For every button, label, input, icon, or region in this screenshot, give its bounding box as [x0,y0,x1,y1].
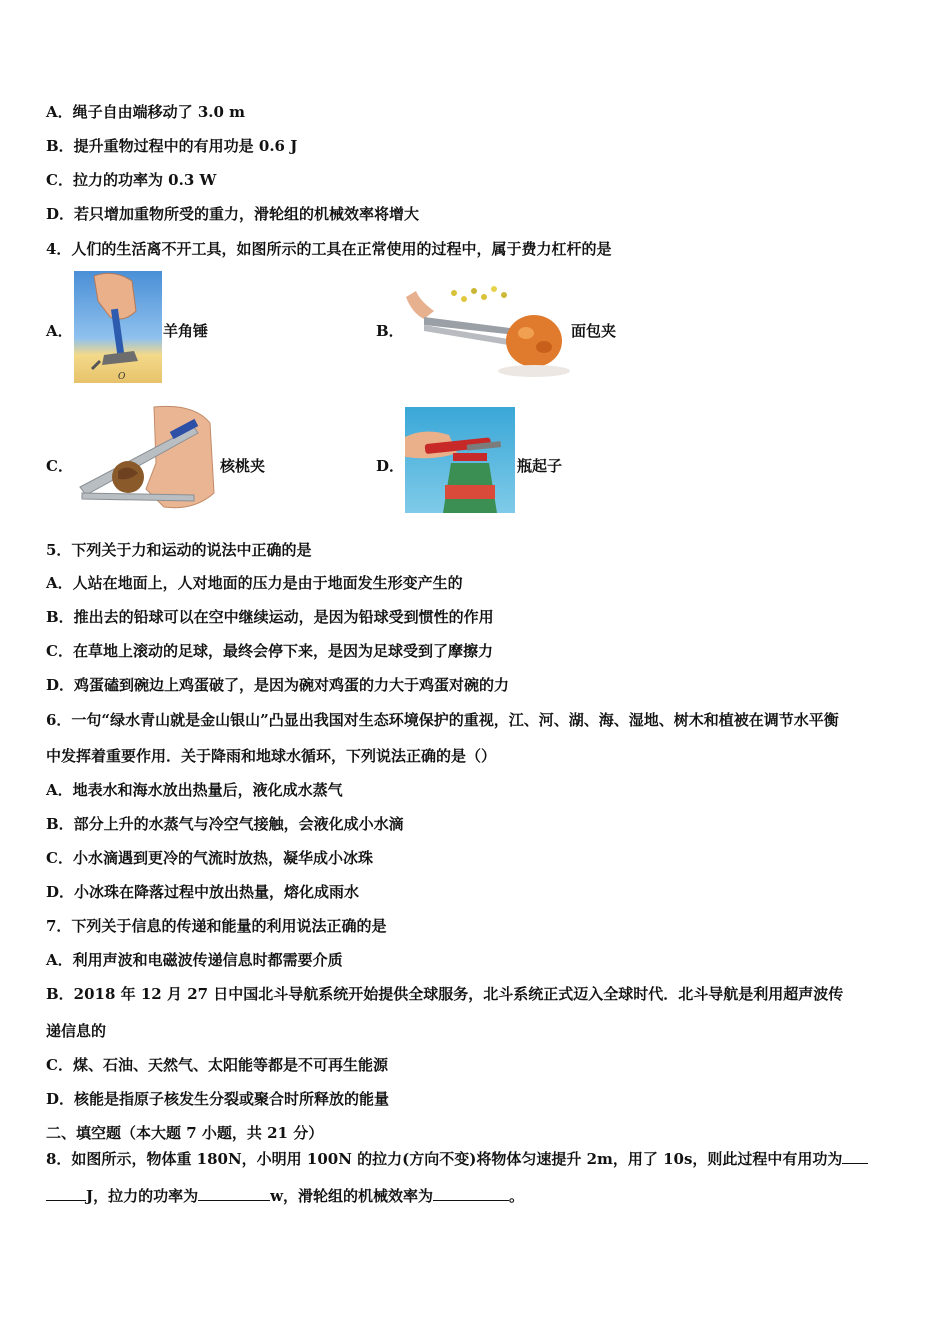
q6-option-c: C．小水滴遇到更冷的气流时放热，凝华成小冰珠 [46,849,373,867]
q8-blank-3[interactable] [433,1186,509,1201]
q4-option-a-letter: A． [46,322,73,340]
q3-option-b: B．提升重物过程中的有用功是 0.6 J [46,137,298,155]
q8-line2 [46,1186,524,1206]
q7-stem: 7．下列关于信息的传递和能量的利用说法正确的是 [46,917,387,935]
q8-stem: 8．如图所示，物体重 180N，小明用 100N 的拉力(方向不变)将物体匀速提升 2m，用了 10s，则此过程中有用功为 [46,1150,843,1168]
q6-stem-line1: 6．一句“绿水青山就是金山银山”凸显出我国对生态环境保护的重视，江、河、湖、海、湿地、树木和植被在调节水平衡 [46,711,839,729]
q8-line1 [46,1149,868,1169]
q8-text-4: 。 [509,1187,525,1205]
q4-option-c-letter: C． [46,457,73,475]
q4-option-c-caption: 核桃夹 [220,457,266,475]
q7-option-b-line1: B．2018 年 12 月 27 日中国北斗导航系统开始提供全球服务，北斗系统正式迈入全球时代．北斗导航是利用超声波传 [46,985,844,1003]
q8-blank-1-end[interactable] [46,1186,86,1201]
q4-option-b-caption: 面包夹 [571,322,617,340]
bottle-opener-image [405,407,515,513]
bread-tongs-image [404,283,570,379]
q3-option-c: C．拉力的功率为 0.3 W [46,171,217,189]
q6-stem-line2: 中发挥着重要作用．关于降雨和地球水循环，下列说法正确的是（） [46,747,497,765]
q5-option-b: B．推出去的铅球可以在空中继续运动，是因为铅球受到惯性的作用 [46,608,494,626]
q6-option-a: A．地表水和海水放出热量后，液化成水蒸气 [46,781,343,799]
q8-blank-1-start[interactable] [842,1149,868,1164]
nutcracker-image [74,403,218,513]
q5-option-a: A．人站在地面上，人对地面的压力是由于地面发生形变产生的 [46,574,463,592]
q6-option-b: B．部分上升的水蒸气与冷空气接触，会液化成小水滴 [46,815,404,833]
q4-stem: 4．人们的生活离不开工具，如图所示的工具在正常使用的过程中，属于费力杠杆的是 [46,240,612,258]
q8-blank-2[interactable] [198,1186,270,1201]
q8-text-3: w，滑轮组的机械效率为 [270,1187,434,1205]
svg-text:O: O [118,372,126,382]
q7-option-b-line2: 递信息的 [46,1022,107,1040]
claw-hammer-image [74,271,162,383]
q5-option-c: C．在草地上滚动的足球，最终会停下来，是因为足球受到了摩擦力 [46,642,493,660]
q4-option-d-letter: D． [376,457,405,475]
q3-option-a: A．绳子自由端移动了 3.0 m [46,103,246,121]
q3-option-d: D．若只增加重物所受的重力，滑轮组的机械效率将增大 [46,205,420,223]
section-2-title: 二、填空题（本大题 7 小题，共 21 分） [46,1124,324,1142]
q7-option-a: A．利用声波和电磁波传递信息时都需要介质 [46,951,343,969]
q7-option-d: D．核能是指原子核发生分裂或聚合时所释放的能量 [46,1090,390,1108]
q7-option-c: C．煤、石油、天然气、太阳能等都是不可再生能源 [46,1056,388,1074]
q4-option-a-caption: 羊角锤 [163,322,209,340]
q6-option-d: D．小冰珠在降落过程中放出热量，熔化成雨水 [46,883,360,901]
q5-stem: 5．下列关于力和运动的说法中正确的是 [46,541,312,559]
q8-text-2: J，拉力的功率为 [86,1187,199,1205]
q4-option-b-letter: B． [376,322,404,340]
q4-option-d-caption: 瓶起子 [517,457,563,475]
q5-option-d: D．鸡蛋磕到碗边上鸡蛋破了，是因为碗对鸡蛋的力大于鸡蛋对碗的力 [46,676,510,694]
